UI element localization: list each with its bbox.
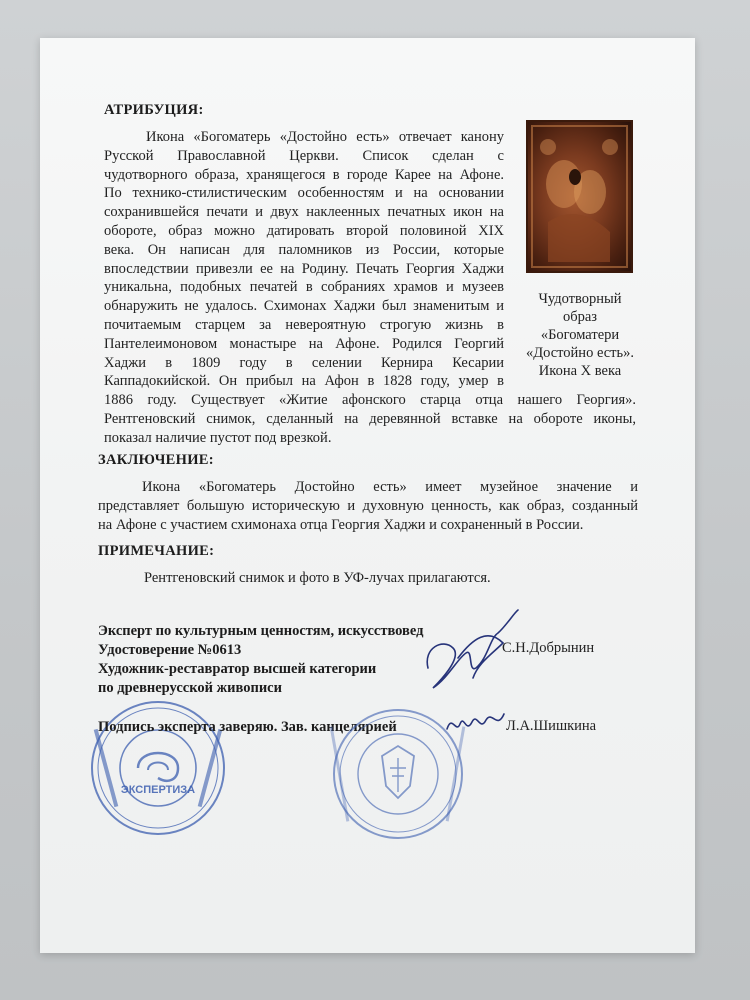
document-page: [40, 38, 695, 953]
text-line: 1886 году. Существует «Житие афонского старца отца нашего Георгия».: [104, 392, 636, 409]
caption-line: «Достойно есть».: [525, 345, 635, 361]
text-line: сохранившейся печати и двух наклеенных печатных икон на: [104, 204, 504, 221]
credential-line: Эксперт по культурным ценностям, искусствовед: [98, 623, 424, 639]
text-line: Пантелеимоновом монастыре на Афоне. Родился Георгий: [104, 335, 504, 352]
icon-caption: [510, 290, 650, 380]
text-line: чудотворного образа, хранящегося в городе Карее на Афоне.: [104, 166, 504, 183]
note-heading: ПРИМЕЧАНИЕ:: [98, 543, 215, 559]
credential-line: Художник-реставратор высшей категории: [98, 661, 377, 677]
caption-line: Чудотворный: [538, 291, 622, 307]
official-seal: [330, 706, 466, 842]
text-line: Икона «Богоматерь «Достойно есть» отвечает канону: [146, 129, 504, 145]
stamp-label: ЭКСПЕРТИЗА: [120, 784, 196, 796]
attribution-heading: АТРИБУЦИЯ:: [104, 102, 204, 118]
text-line: на Афоне с участием схимонаха отца Георгия Хаджи и сохраненный в России.: [98, 516, 584, 533]
text-line: обороте, образ можно датировать второй половиной XIX: [104, 222, 504, 239]
text-line: обнаружить не удалось. Схимонах Хаджи был знаменитым и: [104, 298, 504, 315]
text-line: впоследствии привезли ее на Родину. Печать Георгия Хаджи: [104, 260, 504, 277]
text-line: Рентгеновский снимок, сделанный на деревянной вставке на обороте иконы,: [104, 410, 636, 427]
icon-photo: [526, 120, 633, 273]
certify-text: Подпись эксперта заверяю. Зав. канцелярией: [98, 719, 397, 735]
conclusion-text: [98, 478, 638, 534]
conclusion-heading: ЗАКЛЮЧЕНИЕ:: [98, 452, 214, 468]
note-text: Рентгеновский снимок и фото в УФ-лучах прилагаются.: [144, 570, 491, 586]
text-line: По технико-стилистическим особенностям и на основании: [104, 185, 504, 202]
caption-line: «Богоматери: [540, 327, 620, 343]
credential-line: Удостоверение №0613: [98, 642, 242, 658]
caption-line: Икона X века: [538, 363, 622, 379]
text-line: Каппадокийской. Он прибыл на Афон в 1828 году, умер в: [104, 373, 504, 390]
text-line: Икона «Богоматерь Достойно есть» имеет музейное значение и: [142, 479, 638, 495]
clerk-name: Л.А.Шишкина: [506, 718, 597, 734]
text-line: уникальна, подобных печатей в собраниях храмов и музеев: [104, 279, 504, 296]
caption-line: образ: [562, 309, 598, 325]
text-line: показал наличие пустот под врезкой.: [104, 429, 332, 446]
text-line: представляет большую историческую и духовную ценность, как образ, созданный: [98, 497, 638, 514]
expert-name: С.Н.Добрынин: [502, 640, 595, 656]
text-line: века. Он написан для паломников из России, которые: [104, 241, 504, 258]
text-line: Хаджи в 1809 году в селении Кернира Кесарии: [104, 354, 504, 371]
credential-line: по древнерусской живописи: [98, 680, 282, 696]
expert-credentials: [98, 622, 423, 698]
text-line: Русской Православной Церкви. Список сделан с: [104, 147, 504, 164]
text-line: почитаемым старцем за невероятную строгую жизнь в: [104, 316, 504, 333]
